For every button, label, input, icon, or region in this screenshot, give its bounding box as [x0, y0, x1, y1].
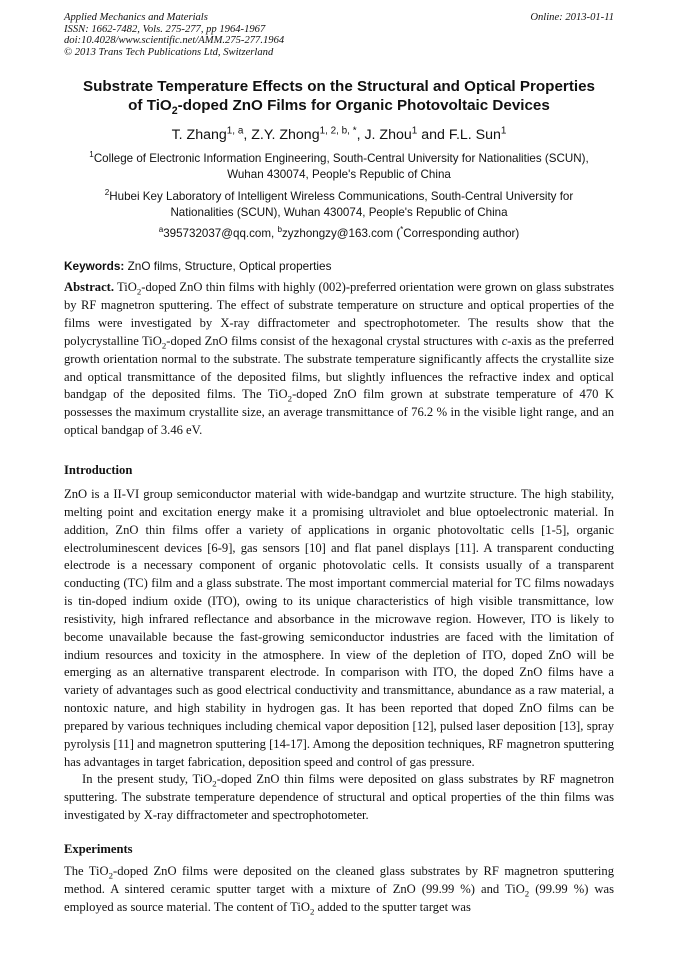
- affiliation-1: [64, 151, 614, 182]
- abstract: [64, 279, 614, 440]
- journal-header: [64, 12, 614, 58]
- email-mark: a: [158, 225, 164, 235]
- abstract-subscript: 2: [161, 340, 167, 351]
- paragraph-text: The TiO: [64, 864, 109, 878]
- author-affiliation-mark: 1, 2, b, *: [319, 125, 357, 137]
- paragraph-subscript: 2: [108, 870, 114, 881]
- corresponding-text: Corresponding author): [403, 227, 520, 241]
- journal-name: Applied Mechanics and Materials: [64, 12, 208, 23]
- email-text: 395732037@qq.com,: [163, 227, 278, 241]
- experiments-paragraph: [64, 863, 614, 917]
- abstract-text: -doped ZnO thin films with highly (002)-preferred orientation were grown on glass substrates by RF magnetron sputtering. The effect of substrate temperature on structure and optical properties of the films were investigated by X-ray diffractometer and spectrophotometer. The results show that the polycrystalline TiO: [64, 280, 615, 348]
- affiliation-mark: 1: [89, 150, 94, 160]
- author-list: [64, 126, 614, 144]
- author-affiliation-mark: 1, a: [226, 125, 244, 137]
- paragraph-subscript: 2: [212, 778, 217, 789]
- email-mark: b: [277, 225, 282, 235]
- abstract-text: -doped ZnO film grown at substrate temperature of 470 K possesses the maximum crystallite size, an average transmittance of 76.2 % in the visible light range, and an optical bandgap of 3.46 eV.: [64, 387, 615, 438]
- doi-line: doi:10.4028/www.scientific.net/AMM.275-277.1964: [64, 35, 285, 47]
- affiliation-mark: 2: [104, 188, 110, 198]
- introduction-heading: Introduction: [64, 462, 133, 477]
- introduction-paragraph-1: ZnO is a II-VI group semiconductor material with wide-bandgap and wurtzite structure. The high stability, melting point and excitation energy make it a promising ultraviolet and blue optoelectronic material. In addition, ZnO thin films offer a variety of applications in organic photovoltatic cells [1-5], organic electroluminescent devices [6-9], gas sensors [10] and flat panel displays [11]. A transparent conducting electrode is a necessary component of organic photovolatic cells. It consists usually of a transparent conducting (TC) film and a glass substrate. The most important commercial material for TC films nowadays is tin-doped indium oxide (ITO), owing to its unique characteristics of high visible transmittance, low resistivity, high infrared reflectance and absorbance in the microwave region. However, ITO is likely to become unavailable because the fast-growing semiconductor industries are faced with the limitation of indium resources and toxicity in the atmosphere. In view of the depletion of ITO, doped ZnO will be emerging as an alternative transparent electrode. In comparison with ITO, the doped ZnO films have a variety of advantages such as good electrical conductivity and transmittance, abundance as a raw material, a nontoxic nature, and high stability in hydrogen gas. It has been reported that doped ZnO films can be prepared by various techniques including chemical vapor deposition [12], pulsed laser deposition [13], spray pyrolysis [11] and magnetron sputtering [14-17]. Among the deposition techniques, RF magnetron sputtering has advantages in target fabrication, deposition speed and control of gas pressure.: [64, 486, 614, 769]
- affiliation-text: Hubei Key Laboratory of Intelligent Wireless Communications, South-Central University for: [109, 190, 574, 204]
- issn-line: ISSN: 1662-7482, Vols. 275-277, pp 1964-1967: [64, 23, 266, 35]
- affiliation-2: [64, 189, 614, 220]
- title-subscript: 2: [171, 105, 178, 118]
- keywords: [64, 259, 614, 274]
- paragraph-text: In the present study, TiO: [82, 772, 213, 787]
- paper-page: [64, 12, 614, 917]
- online-date: Online: 2013-01-11: [530, 12, 614, 23]
- abstract-text: TiO: [114, 280, 137, 295]
- email-text: zyzhongzy@163.com (: [282, 227, 401, 241]
- title-text: -doped ZnO Films for Organic Photovoltaic Devices: [177, 97, 550, 115]
- title-line-1: Substrate Temperature Effects on the Structural and Optical Properties: [83, 78, 595, 96]
- paragraph-subscript: 2: [310, 906, 315, 917]
- abstract-italic: c: [501, 333, 508, 348]
- abstract-text: -doped ZnO films consist of the hexagonal crystal structures with: [166, 333, 502, 348]
- abstract-subscript: 2: [136, 286, 142, 297]
- title-text: of TiO: [128, 97, 172, 115]
- keywords-text: ZnO films, Structure, Optical properties: [124, 259, 332, 274]
- abstract-subscript: 2: [287, 393, 293, 404]
- paper-title: [64, 77, 614, 118]
- author-affiliation-mark: 1: [411, 125, 418, 137]
- author-name: , J. Zhou: [356, 127, 412, 144]
- copyright-line: © 2013 Trans Tech Publications Ltd, Switzerland: [64, 46, 274, 58]
- paragraph-text: (99.99 %) was employed as source material. The content of TiO: [64, 881, 615, 914]
- author-name: T. Zhang: [171, 127, 227, 144]
- author-name: , Z.Y. Zhong: [243, 127, 320, 144]
- author-affiliation-mark: 1: [500, 125, 507, 137]
- abstract-label: Abstract.: [64, 280, 115, 295]
- paragraph-text: -doped ZnO films were deposited on the cleaned glass substrates by RF magnetron sputtering method. A sintered ceramic sputter target with a mixture of ZnO (99.99 %) and TiO: [64, 864, 614, 896]
- author-name: and F.L. Sun: [417, 127, 501, 144]
- keywords-label: Keywords:: [64, 259, 125, 274]
- title-line-2: [64, 96, 614, 118]
- paragraph-subscript: 2: [524, 888, 530, 899]
- author-emails: [64, 226, 614, 241]
- abstract-text: -axis as the preferred growth orientation normal to the substrate. The substrate temperature significantly affects the crystallite size and optical transmittance of the deposited films, but slightly influences the refractive index and optical bandgap of the deposited films. The TiO: [64, 333, 614, 402]
- affiliation-text: Wuhan 430074, People's Republic of China: [227, 167, 451, 181]
- paragraph-text: -doped ZnO thin films were deposited on glass substrates by RF magnetron sputtering. The substrate temperature dependence of structural and optical properties of the thin films was investigated by X-ray diffractometer and spectrophotometer.: [64, 772, 614, 823]
- introduction-paragraph-2: [64, 771, 614, 825]
- corresponding-mark: *: [400, 225, 404, 235]
- experiments-heading: Experiments: [64, 842, 133, 856]
- affiliation-text: College of Electronic Information Engineering, South-Central University for Nationalities (SCUN),: [93, 152, 589, 166]
- affiliation-text: Nationalities (SCUN), Wuhan 430074, People's Republic of China: [170, 205, 508, 219]
- paragraph-text: added to the sputter target was: [314, 899, 471, 914]
